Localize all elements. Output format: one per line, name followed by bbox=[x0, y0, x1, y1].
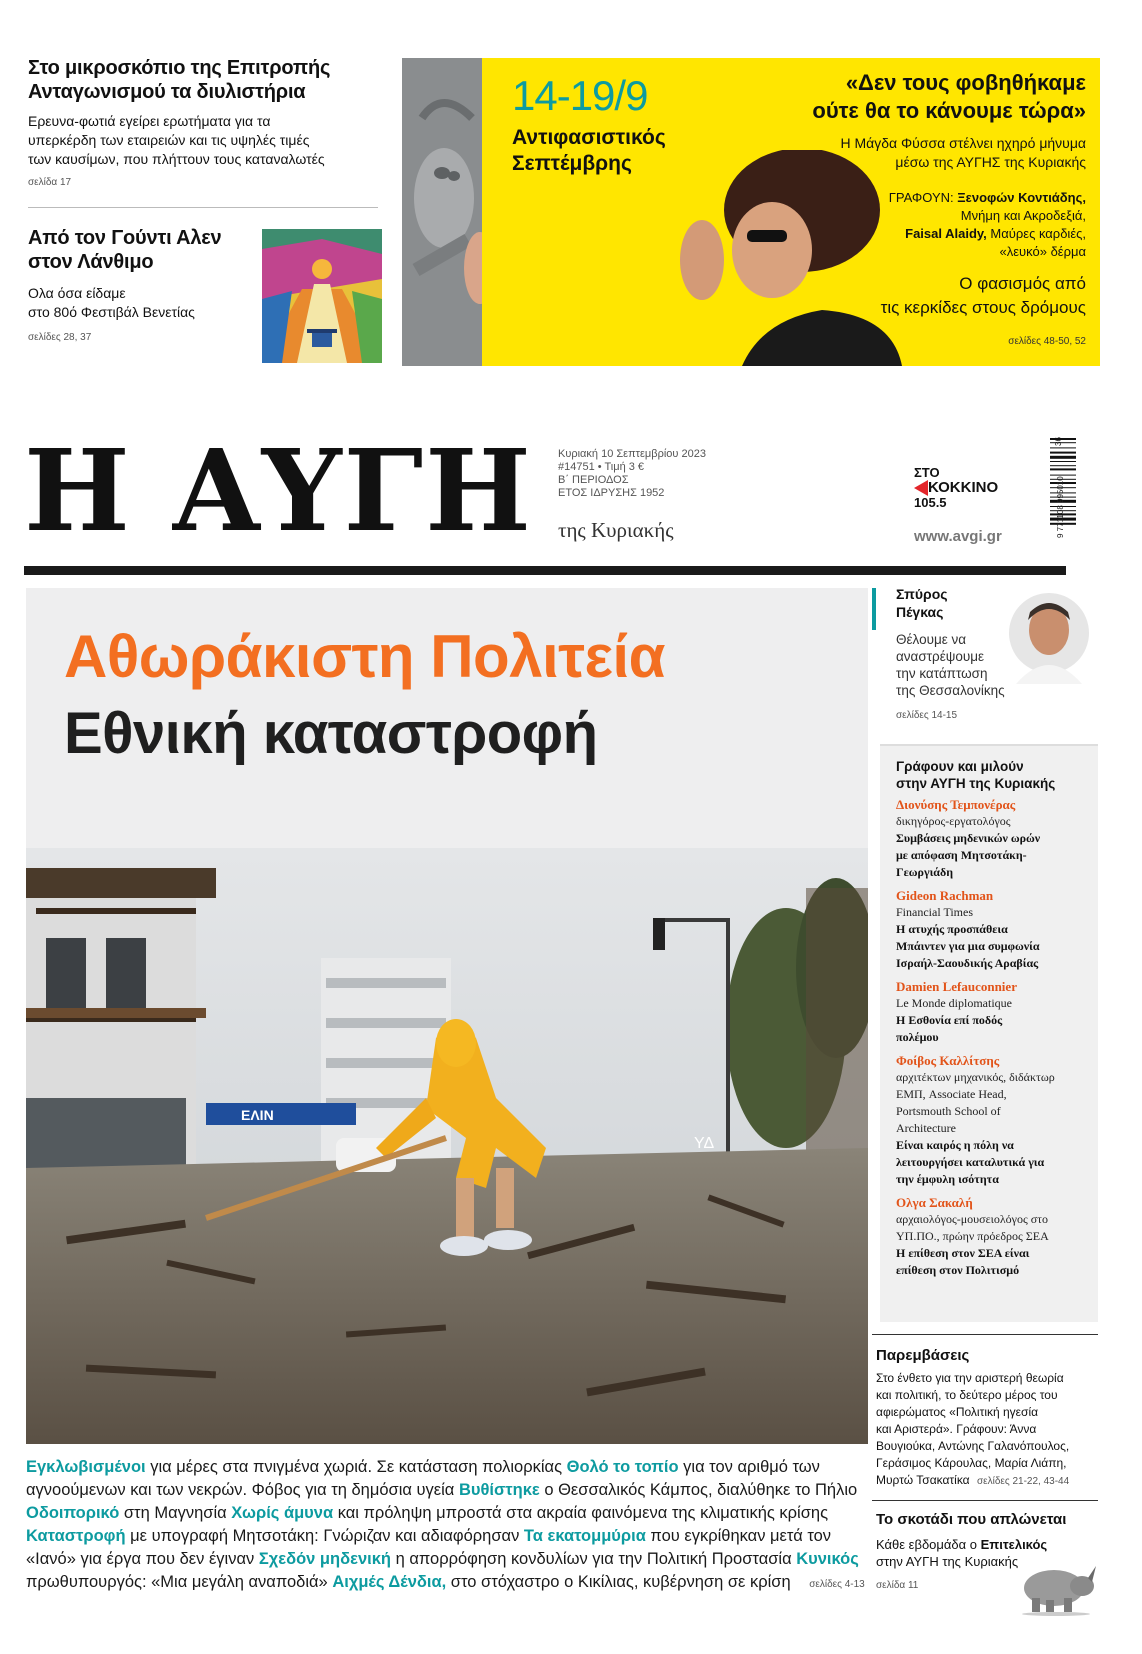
refinery-page: σελίδα 17 bbox=[28, 177, 72, 188]
main-story-summary[interactable] bbox=[26, 1456, 868, 1596]
contributor-2-title-line3: Ισραήλ-Σαουδικής Αραβίας bbox=[896, 956, 1039, 970]
contributor-2-title-line2: Μπάιντεν για μια συμφωνία bbox=[896, 939, 1040, 953]
barcode-issue: 36 bbox=[1054, 437, 1063, 446]
kicker-almost-zero: Σχεδόν μηδενική bbox=[258, 1550, 391, 1568]
contributor-1-title-line1: Συμβάσεις μηδενικών ωρών bbox=[896, 831, 1041, 845]
banner-fascism-line1: Ο φασισμός από bbox=[959, 274, 1086, 293]
caption-page: σελίδες 4-13 bbox=[809, 1579, 865, 1590]
banner-quote-line1: «Δεν τους φοβηθήκαμε bbox=[845, 70, 1086, 95]
contributor-4-role-line3: Portsmouth School of bbox=[896, 1104, 1001, 1118]
contributor-2-title-line1: Η ατυχής προσπάθεια bbox=[896, 922, 1008, 936]
banner-page: σελίδες 48-50, 52 bbox=[1008, 336, 1086, 347]
contributor-4-role-line2: ΕΜΠ, Associate Head, bbox=[896, 1087, 1007, 1101]
columnist-text-line3: την κατάπτωση bbox=[896, 666, 988, 681]
venice-title-line2: στον Λάνθιμο bbox=[28, 251, 154, 273]
caption-text-9: πρωθυπουργός: «Μια μεγάλη αναποδιά» bbox=[26, 1573, 333, 1591]
contributor-4-name[interactable]: Φοίβος Καλλίτσης bbox=[896, 1053, 1000, 1068]
banner-label-line2: Σεπτέμβρης bbox=[512, 152, 632, 175]
refinery-body-line3: των καυσίμων, που πλήττουν τους καταναλωτές bbox=[28, 151, 325, 167]
contributor-4-role-line1: αρχιτέκτων μηχανικός, διδάκτωρ bbox=[896, 1070, 1055, 1084]
newspaper-subtitle: της Κυριακής bbox=[558, 518, 674, 542]
banner-writer2-topic2: «λευκό» δέρμα bbox=[999, 244, 1086, 259]
kicker-defenceless: Χωρίς άμυνα bbox=[231, 1504, 334, 1522]
barcode-bar bbox=[1050, 447, 1076, 448]
contributor-4-title-line2: λειτουργήσει καταλυτικά για bbox=[896, 1155, 1045, 1169]
columnist-avatar bbox=[1006, 590, 1092, 684]
gas-sign-text: ΕΛΙΝ bbox=[241, 1107, 274, 1123]
radio-name-text: ΚΟΚΚΙΝΟ bbox=[928, 479, 999, 496]
darkness-heading: Το σκοτάδι που απλώνεται bbox=[876, 1511, 1067, 1528]
banner-fascism-line2: τις κερκίδες στους δρόμους bbox=[880, 298, 1086, 317]
kicker-trapped: Εγκλωβισμένοι bbox=[26, 1458, 146, 1476]
caption-text-4: στη Μαγνησία bbox=[119, 1504, 232, 1522]
interventions-teaser[interactable] bbox=[876, 1346, 1102, 1490]
caption-text-1: για μέρες στα πνιγμένα χωριά. Σε κατάσταση πολιορκίας bbox=[145, 1458, 567, 1476]
barcode-bar bbox=[1050, 456, 1076, 459]
venice-teaser[interactable] bbox=[28, 226, 258, 343]
caption-text-2: για τον αριθμό των αγνοούμενων και των νεκρών. Φόβος για τη δημόσια υγεία bbox=[26, 1458, 820, 1499]
interventions-line5: Βουγιούκα, Αντώνης Γαλανόπουλος, bbox=[876, 1439, 1070, 1453]
darkness-teaser[interactable] bbox=[876, 1510, 1102, 1620]
barcode-bar bbox=[1050, 452, 1076, 454]
barcode-bar bbox=[1050, 468, 1076, 470]
issue-date: Κυριακή 10 Σεπτεμβρίου 2023 bbox=[558, 448, 706, 460]
banner-writers-prefix: ΓΡΑΦΟΥΝ: bbox=[888, 190, 954, 205]
columnist-accent-bar bbox=[872, 588, 876, 630]
contributor-2-name[interactable]: Gideon Rachman bbox=[896, 888, 994, 903]
issue-number-price: #14751 • Τιμή 3 € bbox=[558, 461, 645, 473]
columnist-text-line1: Θέλουμε να bbox=[896, 632, 967, 647]
radio-freq-text: 105.5 bbox=[914, 495, 947, 510]
main-subheadline[interactable]: Εθνική καταστροφή bbox=[64, 701, 598, 766]
radio-red-chevron-icon bbox=[914, 480, 928, 496]
banner-dates: 14-19/9 bbox=[512, 72, 648, 119]
refinery-title-line1: Στο μικροσκόπιο της Επιτροπής bbox=[28, 57, 331, 79]
contributor-4-title-line3: την έμφυλη ισότητα bbox=[896, 1172, 999, 1186]
kicker-dendias: Αιχμές Δένδια, bbox=[332, 1573, 447, 1591]
banner-sub-line1: Η Μάγδα Φύσσα στέλνει ηχηρό μήνυμα bbox=[840, 135, 1086, 151]
darkness-line1-a: Κάθε εβδομάδα ο bbox=[876, 1537, 981, 1552]
barcode-bar bbox=[1050, 465, 1076, 466]
carved-relief-image bbox=[402, 58, 482, 366]
contributors-heading-line2: στην ΑΥΓΗ της Κυριακής bbox=[896, 776, 1056, 791]
contributor-5-role-line1: αρχαιολόγος-μουσειολόγος στο bbox=[896, 1212, 1048, 1226]
interventions-line4: και Αριστερά». Γράφουν: Άννα bbox=[876, 1422, 1037, 1436]
darkness-page: σελίδα 11 bbox=[876, 1580, 919, 1591]
main-headline[interactable]: Αθωράκιστη Πολιτεία bbox=[64, 623, 666, 690]
caption-text-7: που εγκρίθηκαν μετά τον «Ιανό» για έργα που δεν έγιναν bbox=[26, 1527, 832, 1568]
kicker-sunk: Βυθίστηκε bbox=[458, 1481, 540, 1499]
contributor-2-role: Financial Times bbox=[896, 905, 974, 919]
columnist-name-line1: Σπύρος bbox=[896, 586, 948, 602]
caption-text-10: στο στόχαστρο ο Κικίλιας, κυβέρνηση σε κρίση bbox=[446, 1573, 791, 1591]
refinery-body-line1: Ερευνα-φωτιά εγείρει ερωτήματα για τα bbox=[28, 113, 271, 129]
caption-text-6: με υπογραφή Μητσοτάκη: Γνώριζαν και αδιαφόρησαν bbox=[125, 1527, 524, 1545]
venice-body-line1: Ολα όσα είδαμε bbox=[28, 285, 126, 301]
darkness-line1 bbox=[876, 1536, 1102, 1553]
right-column-divider-1 bbox=[872, 1334, 1098, 1335]
kicker-disaster: Καταστροφή bbox=[26, 1527, 126, 1545]
darkness-line2: στην ΑΥΓΗ της Κυριακής bbox=[876, 1554, 1019, 1569]
refinery-title-line2: Ανταγωνισμού τα διυλιστήρια bbox=[28, 81, 306, 103]
caption-text-8: η απορρόφηση κονδυλίων για την Πολιτική Προστασία bbox=[391, 1550, 797, 1568]
darkness-line1-b: Επιτελικός bbox=[980, 1537, 1048, 1552]
caption-text-5: και πρόληψη μπροστά στα ακραία φαινόμενα της κλιματικής κρίσης bbox=[333, 1504, 829, 1522]
barcode-number: 9 771108 995010 bbox=[1056, 476, 1065, 538]
barcode-bar bbox=[1050, 461, 1076, 462]
interventions-line6: Γεράσιμος Κάρουλας, Μαρία Λιάπη, bbox=[876, 1456, 1067, 1470]
sto-kokkino-radio-logo[interactable] bbox=[914, 466, 1024, 514]
antifascist-banner[interactable] bbox=[402, 58, 1100, 366]
contributor-3-title-line2: πολέμου bbox=[896, 1030, 939, 1044]
contributor-3-role: Le Monde diplomatique bbox=[896, 996, 1012, 1010]
road-marking-text: ΥΔ bbox=[694, 1135, 715, 1152]
contributor-3-name[interactable]: Damien Lefauconnier bbox=[896, 979, 1017, 994]
caption-text-3: ο Θεσσαλικός Κάμπος, διαλύθηκε το Πήλιο bbox=[539, 1481, 858, 1499]
banner-writers-line3 bbox=[905, 226, 1086, 241]
columnist-teaser[interactable] bbox=[872, 586, 1098, 726]
masthead-meta bbox=[558, 448, 706, 500]
venice-title-line1: Από τον Γούντι Αλεν bbox=[28, 227, 222, 249]
interventions-line7: Μυρτώ Τσακατίκα bbox=[876, 1473, 970, 1487]
magda-fyssa-photo bbox=[652, 150, 902, 366]
website-link[interactable]: www.avgi.gr bbox=[914, 528, 1002, 545]
issue-period: Β΄ ΠΕΡΙΟΔΟΣ bbox=[558, 474, 629, 486]
rhino-illustration bbox=[1016, 1552, 1096, 1616]
contributor-1-title-line2: με απόφαση Μητσοτάκη- bbox=[896, 848, 1027, 862]
interventions-page: σελίδες 21-22, 43-44 bbox=[976, 1476, 1070, 1487]
refinery-teaser[interactable] bbox=[28, 56, 388, 188]
columnist-name-line2: Πέγκας bbox=[896, 604, 944, 620]
flood-cleanup-photo bbox=[26, 848, 868, 1444]
refinery-body-line2: υπερκέρδη των εταιρειών και τις υψηλές τιμές bbox=[28, 132, 310, 148]
interventions-line1: Στο ένθετο για την αριστερή θεωρία bbox=[876, 1371, 1064, 1385]
contributor-5-name[interactable]: Ολγα Σακαλή bbox=[896, 1195, 973, 1210]
contributor-4-title-line1: Είναι καιρός η πόλη να bbox=[896, 1138, 1014, 1152]
contributors-heading-line1: Γράφουν και μιλούν bbox=[896, 759, 1024, 774]
masthead-rule bbox=[24, 566, 1066, 575]
banner-writer1-topic: Μνήμη και Ακροδεξιά, bbox=[960, 208, 1086, 223]
contributor-4-role-line4: Architecture bbox=[896, 1121, 956, 1135]
banner-label-line1: Αντιφασιστικός bbox=[512, 126, 666, 149]
banner-writer1: Ξενοφών Κοντιάδης, bbox=[957, 190, 1086, 205]
columnist-page: σελίδες 14-15 bbox=[896, 710, 958, 721]
newspaper-title[interactable]: Η ΑΥΓΗ bbox=[24, 426, 533, 557]
banner-sub-line2: μέσω της ΑΥΓΗΣ της Κυριακής bbox=[895, 154, 1086, 170]
venice-artwork-image bbox=[262, 229, 382, 363]
banner-quote-line2: ούτε θα το κάνουμε τώρα» bbox=[812, 98, 1086, 123]
contributor-1-title-line3: Γεωργιάδη bbox=[896, 865, 954, 879]
contributor-5-title-line2: επίθεση στον Πολιτισμό bbox=[896, 1263, 1020, 1277]
kicker-millions: Τα εκατομμύρια bbox=[523, 1527, 646, 1545]
kicker-travelogue: Οδοιπορικό bbox=[26, 1504, 120, 1522]
interventions-line2: και πολιτική, το δεύτερο μέρος του bbox=[876, 1388, 1058, 1402]
radio-sto-text: ΣΤΟ bbox=[914, 465, 940, 480]
interventions-heading: Παρεμβάσεις bbox=[876, 1347, 970, 1364]
contributor-5-role-line2: ΥΠ.ΠΟ., πρώην πρόεδρος ΣΕΑ bbox=[896, 1229, 1049, 1243]
venice-page: σελίδες 28, 37 bbox=[28, 332, 92, 343]
kicker-cynical: Κυνικός bbox=[796, 1550, 859, 1568]
interventions-line7-row bbox=[876, 1472, 1102, 1490]
founded-year: ΕΤΟΣ ΙΔΡΥΣΗΣ 1952 bbox=[558, 487, 665, 499]
right-column-divider-2 bbox=[872, 1500, 1098, 1501]
columnist-text-line2: αναστρέψουμε bbox=[896, 649, 985, 664]
contributor-1-role: δικηγόρος-εργατολόγος bbox=[896, 814, 1011, 828]
contributor-5-title-line1: Η επίθεση στον ΣΕΑ είναι bbox=[896, 1246, 1030, 1260]
contributors-box[interactable] bbox=[880, 744, 1098, 1322]
contributor-1-name[interactable]: Διονύσης Τεμπονέρας bbox=[896, 797, 1016, 812]
banner-writer2: Faisal Alaidy, bbox=[905, 226, 987, 241]
interventions-line3: αφιερώματος «Πολιτική ηγεσία bbox=[876, 1405, 1039, 1419]
contributor-3-title-line1: Η Εσθονία επί ποδός bbox=[896, 1013, 1003, 1027]
venice-body-line2: στο 80ό Φεστιβάλ Βενετίας bbox=[28, 304, 195, 320]
columnist-text-line4: της Θεσσαλονίκης bbox=[896, 683, 1005, 698]
banner-writer2-topic: Μαύρες καρδιές, bbox=[990, 226, 1086, 241]
banner-writers-line1 bbox=[889, 190, 1086, 205]
kicker-murky: Θολό το τοπίο bbox=[566, 1458, 679, 1476]
teaser-divider bbox=[28, 207, 378, 208]
